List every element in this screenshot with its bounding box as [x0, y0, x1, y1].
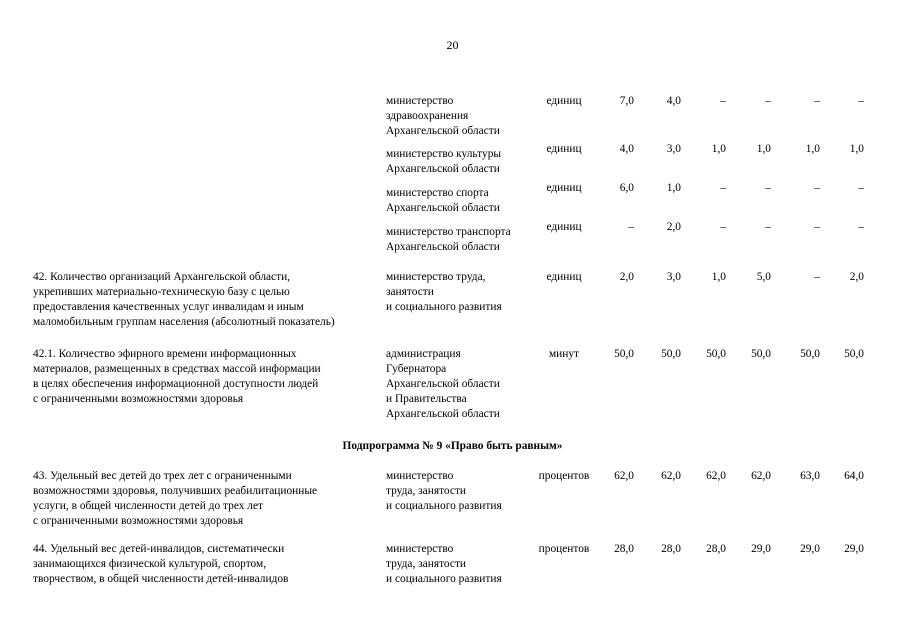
value-cell: 62,0 [706, 470, 726, 482]
value-cell: 50,0 [800, 348, 820, 360]
value-cell: – [720, 182, 726, 194]
responsible-cell: министерство культуры Архангельской области [386, 148, 502, 175]
value-cell: – [628, 221, 634, 233]
value-cell: 1,0 [805, 143, 820, 155]
unit-cell: процентов [538, 470, 590, 482]
value-cell: 29,0 [844, 543, 864, 555]
value-cell: 1,0 [756, 143, 771, 155]
value-cell: 50,0 [661, 348, 681, 360]
value-cell: – [720, 95, 726, 107]
responsible-cell: администрация Губернатора Архангельской области и Правительства Архангельской области [386, 348, 500, 420]
value-cell: 64,0 [844, 470, 864, 482]
value-cell: – [858, 95, 864, 107]
value-cell: 62,0 [661, 470, 681, 482]
value-cell: 1,0 [711, 271, 726, 283]
value-cell: 28,0 [614, 543, 634, 555]
value-cell: – [765, 95, 771, 107]
value-cell: 1,0 [849, 143, 864, 155]
value-cell: 2,0 [849, 271, 864, 283]
value-cell: 28,0 [661, 543, 681, 555]
value-cell: 50,0 [844, 348, 864, 360]
responsible-cell: министерство труда, занятости и социального развития [386, 543, 502, 585]
responsible-cell: министерство здравоохранения Архангельской области [386, 95, 500, 137]
value-cell: 2,0 [666, 221, 681, 233]
unit-cell: процентов [538, 543, 590, 555]
value-cell: 50,0 [706, 348, 726, 360]
value-cell: 1,0 [666, 182, 681, 194]
value-cell: – [814, 221, 820, 233]
value-cell: 7,0 [619, 95, 634, 107]
section-heading: Подпрограмма № 9 «Право быть равным» [342, 440, 563, 452]
value-cell: – [765, 182, 771, 194]
responsible-cell: министерство транспорта Архангельской области [386, 226, 511, 253]
value-cell: – [858, 182, 864, 194]
value-cell: 3,0 [666, 271, 681, 283]
responsible-cell: министерство труда, занятости и социального развития [386, 470, 502, 512]
value-cell: 6,0 [619, 182, 634, 194]
value-cell: 29,0 [800, 543, 820, 555]
value-cell: – [720, 221, 726, 233]
value-cell: 2,0 [619, 271, 634, 283]
indicator-cell: 42. Количество организаций Архангельской области, укрепивших материально-техническую базу с целью предоставления качественных услуг инвалидам и иным маломобильным группам населения (абсолютный показатель) [33, 271, 335, 328]
page-number: 20 [446, 38, 459, 52]
value-cell: 3,0 [666, 143, 681, 155]
value-cell: – [858, 221, 864, 233]
unit-cell: единиц [546, 95, 582, 107]
responsible-cell: министерство спорта Архангельской области [386, 187, 500, 214]
value-cell: 62,0 [751, 470, 771, 482]
value-cell: 50,0 [614, 348, 634, 360]
value-cell: – [765, 221, 771, 233]
value-cell: – [814, 95, 820, 107]
value-cell: 62,0 [614, 470, 634, 482]
responsible-cell: министерство труда, занятости и социального развития [386, 271, 502, 313]
unit-cell: единиц [546, 221, 582, 233]
value-cell: – [814, 182, 820, 194]
indicator-cell: 42.1. Количество эфирного времени информационных материалов, размещенных в средствах массой информации в целях обеспечения информационной доступности людей с ограниченными возможностями здоровья [33, 348, 321, 405]
value-cell: 1,0 [711, 143, 726, 155]
value-cell: 4,0 [619, 143, 634, 155]
unit-cell: единиц [546, 271, 582, 283]
value-cell: 63,0 [800, 470, 820, 482]
value-cell: 4,0 [666, 95, 681, 107]
value-cell: – [814, 271, 820, 283]
indicator-cell: 43. Удельный вес детей до трех лет с ограниченными возможностями здоровья, получивших реабилитационные услуги, в общей численности детей до трех лет с ограниченными возможностями здоровья [33, 470, 318, 527]
value-cell: 28,0 [706, 543, 726, 555]
value-cell: 5,0 [756, 271, 771, 283]
value-cell: 29,0 [751, 543, 771, 555]
value-cell: 50,0 [751, 348, 771, 360]
unit-cell: единиц [546, 182, 582, 194]
unit-cell: минут [548, 348, 580, 360]
indicator-cell: 44. Удельный вес детей-инвалидов, систематически занимающихся физической культурой, спортом, творчеством, в общей численности детей-инвалидов [33, 543, 289, 585]
unit-cell: единиц [546, 143, 582, 155]
